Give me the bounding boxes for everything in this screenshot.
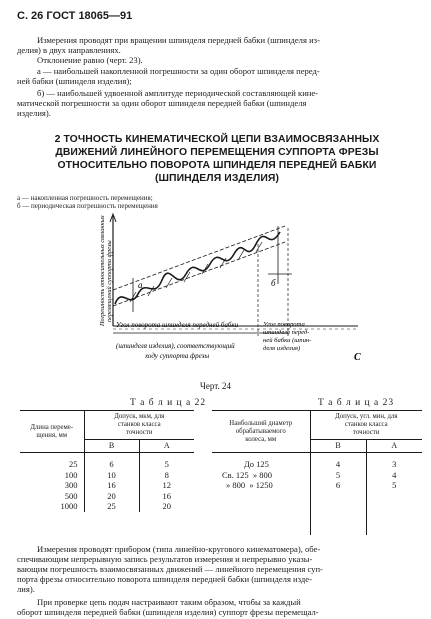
legend-line-a: а — накопленная погрешность перемещения; [17, 194, 153, 202]
table23-cell: » 800 » 1250 [226, 480, 273, 491]
table23-cell: 5 [366, 480, 422, 491]
table22-cell: 25 [69, 459, 78, 469]
outro-paragraph-1-line-3: вающим погрешность взаимосвязанных движений — линейного перемещения суп- [17, 564, 323, 574]
intro-paragraph-1-line-1: Измерения проводят при вращении шпинделя передней бабки (шпинделя из- [37, 35, 320, 45]
table22-row [20, 480, 194, 491]
x-axis-label-line-1: Угол поворота шпинделя передней бабки [116, 321, 239, 329]
table22-group-header [84, 411, 194, 440]
table22-cell: 10 [84, 470, 139, 481]
table22-cell: 20 [139, 501, 194, 512]
table23-group-header-line-1: Допуск, угл. мин, для [335, 413, 398, 420]
outro-paragraph-1-line-2: спечивающим непрерывную запись результатов измерения и непрерывно указы- [17, 554, 313, 564]
table22 [20, 410, 194, 512]
table23-cell: Св. 125 » 800 [222, 469, 273, 480]
envelope-lower-line [113, 242, 285, 306]
y-axis-label-line-2: перемещений суппорта фрезы [106, 240, 113, 322]
right-label-line-1: Угол поворота [263, 321, 305, 328]
section-heading-line-2: ДВИЖЕНИЙ ЛИНЕЙНОГО ПЕРЕМЕЩЕНИЯ СУППОРТА ФРЕЗЫ [55, 147, 379, 158]
outro-paragraph-2-line-2: оборот шпинделя передней бабки (шпинделя изделия) суппорт фрезы перемещал- [17, 607, 319, 617]
x-axis-label-line-2: (шпинделя изделия), соответствующий [116, 342, 235, 350]
page-header: С. 26 ГОСТ 18065—91 [17, 10, 133, 22]
right-label-line-4: деля изделия) [263, 345, 301, 352]
outro-paragraph-1-line-1: Измерения проводят прибором (типа линейно-кругового кинематомера), обе- [37, 544, 321, 554]
intro-paragraph-3-line-1: а — наибольшей накопленной погрешности за один оборот шпинделя перед- [37, 66, 320, 76]
table23-sub-b: В [310, 440, 366, 453]
table22-cell: 25 [84, 501, 139, 512]
error-band-hatching [130, 242, 262, 302]
table23-group-header-line-3: точности [353, 429, 380, 436]
table22-cell: 300 [64, 480, 78, 491]
table22-group-header-line-2: станков класса [117, 421, 161, 428]
table22-col1-header-line-1: Длина переме- [30, 423, 74, 431]
table23 [212, 410, 422, 535]
outro-paragraph-1-line-4: порта фрезы относительно поворота шпинделя передней бабки (шпинделя изде- [17, 574, 312, 584]
table22-col1-header [20, 411, 84, 453]
table23-cell: 6 [310, 480, 366, 491]
intro-paragraph-1-line-2: делия) в двух направлениях. [17, 45, 121, 55]
table22-col1-header-line-2: щения, мм [36, 431, 68, 439]
legend-line-b: б — периодическая погрешность перемещения [17, 202, 158, 210]
table23-row [212, 459, 422, 470]
dimension-b-label: б [271, 278, 276, 288]
dimension-a-label: а [138, 280, 143, 290]
figure-caption: Черт. 24 [200, 381, 231, 391]
table23-group-header-line-2: станков класса [344, 421, 388, 428]
table23-group-header [310, 411, 422, 440]
table23-row [212, 480, 422, 491]
figure-mark: С [354, 352, 361, 363]
table22-group-header-line-3: точности [126, 429, 153, 436]
table22-row [20, 491, 194, 502]
table22-cell: 16 [139, 491, 194, 502]
table22-row [20, 459, 194, 470]
table22-sub-a: А [139, 440, 194, 453]
table23-title: Т а б л и ц а 23 [318, 398, 395, 408]
right-label-line-3: ней бабки (шпин- [263, 337, 312, 344]
table23-col1-header-line-2: обрабатываемого [235, 427, 286, 435]
table23-col1-header-line-1: Наибольший диаметр [229, 419, 293, 427]
section-heading-line-4: (ШПИНДЕЛЯ ИЗДЕЛИЯ) [154, 173, 280, 184]
x-axis-label-line-3: ходу суппорта фрезы [145, 352, 210, 360]
table23-sub-a: А [366, 440, 422, 453]
table22-cell: 6 [84, 459, 139, 470]
table22-sub-b: В [84, 440, 139, 453]
intro-paragraph-4-line-2: матической погрешности за один оборот шпинделя передней бабки (шпинделя [17, 98, 307, 108]
table22-row [20, 501, 194, 512]
table22-row [20, 470, 194, 481]
table22-cell: 100 [64, 469, 78, 480]
outro-paragraph-2-line-1: При проверке цепь подач настраивают таким образом, чтобы за каждый [37, 597, 301, 607]
y-axis-label-line-1: Погрешность относительных связанных [99, 215, 106, 326]
table23-cell: До 125 [244, 459, 269, 469]
table22-cell: 20 [84, 491, 139, 502]
intro-paragraph-4-line-1: б) — наибольшей удвоенной амплитуде периодической составляющей кине- [37, 88, 319, 98]
table23-cell: 3 [366, 459, 422, 470]
table23-cell: 4 [310, 459, 366, 470]
table23-col1-header-line-3: колеса, мм [245, 435, 277, 443]
table22-group-header-line-1: Допуск, мкм, для [114, 413, 165, 420]
table22-cell: 1000 [60, 501, 78, 512]
table23-row [212, 470, 422, 481]
kinematic-error-diagram [100, 214, 380, 376]
table22-title: Т а б л и ц а 22 [130, 398, 207, 408]
right-label-line-2: шпинделя перед- [263, 329, 310, 336]
table22-cell: 8 [139, 470, 194, 481]
table23-cell: 4 [366, 470, 422, 481]
table22-cell: 500 [64, 490, 78, 501]
table22-cell: 12 [139, 480, 194, 491]
intro-paragraph-3-line-2: ней бабки (шпинделя изделия); [17, 76, 132, 86]
section-heading-line-3: ОТНОСИТЕЛЬНО ПОВОРОТА ШПИНДЕЛЯ ПЕРЕДНЕЙ БАБКИ [57, 160, 377, 171]
intro-paragraph-2: Отклонение равно (черт. 23). [37, 55, 143, 65]
outro-paragraph-1-line-5: лия). [17, 584, 35, 594]
table22-cell: 16 [84, 480, 139, 491]
table23-col1-header [212, 411, 310, 453]
table22-cell: 5 [139, 459, 194, 470]
section-heading-line-1: 2 ТОЧНОСТЬ КИНЕМАТИЧЕСКОЙ ЦЕПИ ВЗАИМОСВЯЗАННЫХ [54, 134, 380, 145]
intro-paragraph-4-line-3: изделия). [17, 108, 51, 118]
error-curve [115, 232, 280, 304]
table23-cell: 5 [310, 470, 366, 481]
